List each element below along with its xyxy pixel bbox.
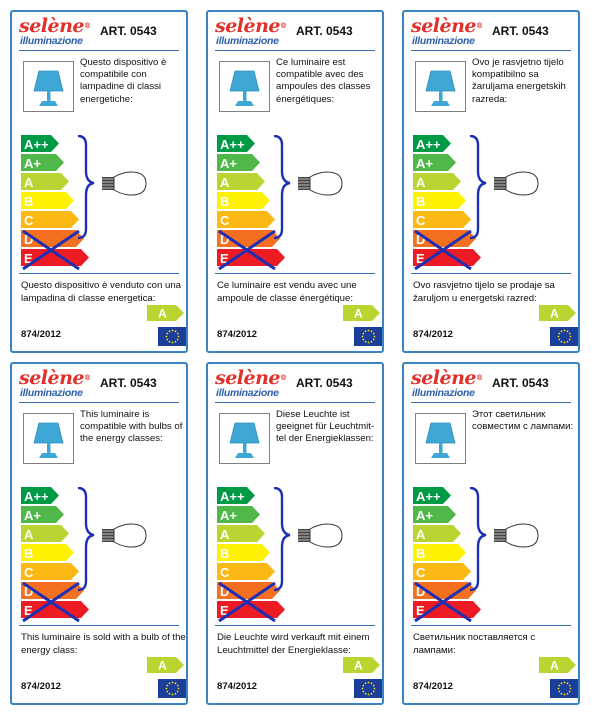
eu-star	[365, 693, 367, 695]
energy-class-bar	[413, 211, 471, 228]
eu-star	[374, 688, 376, 690]
compatibility-text: Ce luminaire est compatible avec des ampoules des classes énergétiques:	[276, 57, 371, 105]
eu-star	[362, 339, 364, 341]
brand-logo	[19, 368, 99, 402]
eu-star	[172, 694, 174, 696]
energy-class-bar	[413, 487, 451, 504]
eu-flag-icon	[354, 679, 383, 698]
compatibility-text: Questo dispositivo è compatibile con lampadine di classi energetiche:	[80, 57, 167, 105]
eu-star	[365, 341, 367, 343]
eu-star	[558, 688, 560, 690]
energy-class-label: E	[220, 251, 229, 266]
energy-class-bar	[21, 487, 59, 504]
energy-class-bar	[21, 154, 64, 171]
eu-star	[564, 694, 566, 696]
bulb-icon	[298, 172, 342, 195]
eu-star	[558, 336, 560, 338]
energy-class-label: E	[416, 603, 425, 618]
sold-with-text: Ce luminaire est vendu avec une ampoule de classe énergétique:	[217, 280, 357, 304]
eu-star	[169, 330, 171, 332]
energy-class-label: C	[416, 213, 426, 228]
brand-subtitle: illuminazione	[216, 387, 279, 399]
brand-subtitle: illuminazione	[20, 35, 83, 47]
eu-star	[166, 688, 168, 690]
header-divider	[19, 402, 179, 403]
supplied-class-label: A	[158, 306, 167, 321]
header-divider	[19, 50, 179, 51]
lamp-icon	[23, 413, 74, 464]
bracket-icon	[78, 488, 94, 590]
eu-star	[373, 685, 375, 687]
eu-star	[177, 685, 179, 687]
energy-class-label: A	[24, 527, 34, 542]
eu-star	[362, 336, 364, 338]
energy-class-bar	[413, 192, 466, 209]
bracket-icon	[274, 488, 290, 590]
lamp-icon	[23, 61, 74, 112]
brand-logo	[19, 16, 99, 50]
energy-class-label: A++	[416, 489, 441, 504]
supplied-class-badge	[539, 657, 576, 673]
energy-class-scale	[21, 487, 186, 622]
energy-class-bar	[217, 487, 255, 504]
energy-class-label: A	[220, 175, 230, 190]
energy-class-label: E	[416, 251, 425, 266]
energy-label-card-ru	[402, 362, 580, 705]
eu-star	[169, 682, 171, 684]
energy-class-bar	[413, 173, 461, 190]
eu-star	[373, 339, 375, 341]
section-divider	[19, 625, 179, 626]
energy-class-label: A+	[220, 156, 237, 171]
brand-subtitle: illuminazione	[216, 35, 279, 47]
energy-class-bar	[217, 563, 275, 580]
energy-class-label: A	[220, 527, 230, 542]
energy-class-bar	[217, 525, 265, 542]
energy-class-bar	[21, 506, 64, 523]
supplied-class-badge	[343, 305, 380, 321]
energy-class-label: D	[24, 232, 34, 247]
energy-class-label: A+	[416, 508, 433, 523]
eu-star	[373, 333, 375, 335]
eu-star	[175, 682, 177, 684]
energy-class-label: A	[416, 527, 426, 542]
sold-with-text: This luminaire is sold with a bulb of the energy class:	[21, 632, 186, 656]
brand-logo	[215, 16, 295, 50]
eu-flag-icon	[354, 327, 383, 346]
eu-star	[169, 693, 171, 695]
eu-star	[368, 330, 370, 332]
article-number: ART. 0543	[492, 24, 549, 38]
eu-star	[558, 333, 560, 335]
regulation-number: 874/2012	[21, 329, 62, 340]
energy-class-label: A++	[416, 137, 441, 152]
bracket-icon	[470, 136, 486, 238]
article-number: ART. 0543	[100, 24, 157, 38]
energy-class-label: D	[416, 584, 426, 599]
eu-star	[558, 691, 560, 693]
energy-class-bar	[217, 211, 275, 228]
bulb-icon	[494, 524, 538, 547]
supplied-class-badge	[147, 305, 184, 321]
eu-star	[368, 682, 370, 684]
energy-class-label: A++	[24, 137, 49, 152]
eu-star	[561, 341, 563, 343]
energy-class-label: D	[220, 232, 230, 247]
compatibility-text: Ovo je rasvjetno tijelo kompatibilno sa žaruljama energetskih razreda:	[472, 57, 566, 105]
eu-star	[175, 330, 177, 332]
eu-star	[569, 691, 571, 693]
energy-class-bar	[413, 135, 451, 152]
energy-class-bar	[217, 192, 270, 209]
energy-class-label: E	[24, 251, 33, 266]
eu-star	[373, 691, 375, 693]
eu-star	[564, 330, 566, 332]
eu-star	[169, 341, 171, 343]
regulation-number: 874/2012	[21, 681, 62, 692]
bulb-icon	[298, 524, 342, 547]
eu-star	[558, 685, 560, 687]
eu-star	[166, 339, 168, 341]
eu-star	[567, 693, 569, 695]
compatibility-text: Этот светильник совместим с лампами:	[472, 409, 574, 433]
brand-name: selène ®	[19, 16, 91, 36]
eu-star	[567, 330, 569, 332]
supplied-class-label: A	[158, 658, 167, 673]
energy-class-label: A	[416, 175, 426, 190]
bracket-icon	[78, 136, 94, 238]
header-divider	[411, 50, 571, 51]
eu-star	[172, 682, 174, 684]
article-number: ART. 0543	[100, 376, 157, 390]
energy-class-scale	[21, 135, 186, 270]
energy-class-label: B	[416, 194, 426, 209]
eu-star	[570, 688, 572, 690]
article-number: ART. 0543	[492, 376, 549, 390]
eu-star	[177, 339, 179, 341]
energy-class-bar	[217, 544, 270, 561]
regulation-number: 874/2012	[413, 329, 454, 340]
eu-star	[569, 339, 571, 341]
brand-name: selène ®	[215, 368, 287, 388]
regulation-number: 874/2012	[217, 681, 258, 692]
energy-class-scale	[217, 135, 382, 270]
energy-class-scale	[217, 487, 382, 622]
energy-class-bar	[21, 525, 69, 542]
energy-class-label: E	[24, 603, 33, 618]
energy-class-label: C	[220, 213, 230, 228]
energy-class-label: B	[220, 194, 230, 209]
eu-flag-icon	[158, 327, 187, 346]
eu-star	[166, 691, 168, 693]
eu-star	[166, 336, 168, 338]
energy-class-scale	[413, 135, 578, 270]
energy-class-label: B	[220, 546, 230, 561]
supplied-class-badge	[147, 657, 184, 673]
eu-star	[558, 339, 560, 341]
compatibility-text: This luminaire is compatible with bulbs of the energy classes:	[80, 409, 183, 445]
energy-class-bar	[217, 506, 260, 523]
supplied-class-label: A	[354, 658, 363, 673]
energy-class-label: A+	[220, 508, 237, 523]
eu-star	[561, 330, 563, 332]
section-divider	[215, 625, 375, 626]
eu-star	[569, 685, 571, 687]
bulb-icon	[102, 172, 146, 195]
brand-name: selène ®	[411, 368, 483, 388]
energy-class-bar	[21, 544, 74, 561]
energy-class-bar	[413, 563, 471, 580]
eu-star	[371, 341, 373, 343]
brand-name: selène ®	[19, 368, 91, 388]
bracket-icon	[274, 136, 290, 238]
eu-star	[371, 693, 373, 695]
energy-class-bar	[21, 173, 69, 190]
eu-star	[561, 682, 563, 684]
eu-flag-icon	[550, 327, 579, 346]
eu-star	[178, 336, 180, 338]
energy-class-label: D	[24, 584, 34, 599]
eu-star	[371, 330, 373, 332]
energy-class-label: C	[24, 213, 34, 228]
energy-label-card-de	[206, 362, 384, 705]
energy-class-label: A	[24, 175, 34, 190]
header-divider	[411, 402, 571, 403]
energy-class-bar	[21, 135, 59, 152]
energy-class-bar	[413, 544, 466, 561]
energy-class-label: B	[24, 194, 34, 209]
header-divider	[215, 50, 375, 51]
header-divider	[215, 402, 375, 403]
energy-class-bar	[217, 154, 260, 171]
energy-class-label: A+	[416, 156, 433, 171]
energy-class-label: A+	[24, 156, 41, 171]
sold-with-text: Die Leuchte wird verkauft mit einem Leuchtmittel der Energieklasse:	[217, 632, 370, 656]
bracket-icon	[470, 488, 486, 590]
eu-star	[172, 330, 174, 332]
energy-class-label: B	[24, 546, 34, 561]
eu-star	[371, 682, 373, 684]
brand-subtitle: illuminazione	[412, 35, 475, 47]
eu-star	[175, 693, 177, 695]
section-divider	[19, 273, 179, 274]
eu-star	[177, 691, 179, 693]
section-divider	[411, 273, 571, 274]
energy-class-bar	[413, 525, 461, 542]
energy-class-bar	[21, 211, 79, 228]
eu-star	[365, 330, 367, 332]
eu-star	[561, 693, 563, 695]
energy-class-label: C	[220, 565, 230, 580]
energy-label-card-it	[10, 10, 188, 353]
eu-star	[567, 682, 569, 684]
supplied-class-label: A	[550, 658, 559, 673]
lamp-icon	[415, 61, 466, 112]
supplied-class-badge	[343, 657, 380, 673]
eu-flag-icon	[158, 679, 187, 698]
compatibility-text: Diese Leuchte ist geeignet für Leuchtmit- tel der Energieklassen:	[276, 409, 375, 445]
eu-star	[564, 682, 566, 684]
brand-logo	[411, 16, 491, 50]
eu-star	[368, 342, 370, 344]
eu-star	[172, 342, 174, 344]
energy-class-label: A++	[24, 489, 49, 504]
eu-star	[166, 333, 168, 335]
eu-star	[570, 336, 572, 338]
eu-star	[368, 694, 370, 696]
energy-label-card-fr	[206, 10, 384, 353]
energy-class-label: A+	[24, 508, 41, 523]
energy-class-bar	[21, 192, 74, 209]
bulb-icon	[494, 172, 538, 195]
lamp-icon	[219, 61, 270, 112]
sold-with-text: Questo dispositivo è venduto con una lampadina di classe energetica:	[21, 280, 182, 304]
article-number: ART. 0543	[296, 24, 353, 38]
eu-star	[362, 691, 364, 693]
eu-star	[365, 682, 367, 684]
energy-class-bar	[413, 154, 456, 171]
eu-star	[569, 333, 571, 335]
brand-name: selène ®	[215, 16, 287, 36]
brand-subtitle: illuminazione	[412, 387, 475, 399]
eu-star	[567, 341, 569, 343]
section-divider	[215, 273, 375, 274]
supplied-class-label: A	[550, 306, 559, 321]
eu-star	[362, 333, 364, 335]
eu-star	[178, 688, 180, 690]
energy-class-label: A++	[220, 137, 245, 152]
supplied-class-badge	[539, 305, 576, 321]
eu-flag-icon	[550, 679, 579, 698]
sold-with-text: Ovo rasvjetno tijelo se prodaje sa žaruljom u energetski razred:	[413, 280, 555, 304]
energy-class-label: D	[220, 584, 230, 599]
section-divider	[411, 625, 571, 626]
regulation-number: 874/2012	[217, 329, 258, 340]
energy-class-label: B	[416, 546, 426, 561]
energy-class-bar	[217, 135, 255, 152]
eu-star	[177, 333, 179, 335]
lamp-icon	[219, 413, 270, 464]
brand-logo	[411, 368, 491, 402]
eu-star	[175, 341, 177, 343]
energy-label-card-en	[10, 362, 188, 705]
energy-class-scale	[413, 487, 578, 622]
sold-with-text: Светильник поставляется с лампами:	[413, 632, 536, 656]
brand-subtitle: illuminazione	[20, 387, 83, 399]
regulation-number: 874/2012	[413, 681, 454, 692]
energy-class-label: D	[416, 232, 426, 247]
eu-star	[564, 342, 566, 344]
brand-logo	[215, 368, 295, 402]
energy-class-label: C	[416, 565, 426, 580]
supplied-class-label: A	[354, 306, 363, 321]
eu-star	[374, 336, 376, 338]
eu-star	[362, 688, 364, 690]
bulb-icon	[102, 524, 146, 547]
eu-star	[362, 685, 364, 687]
energy-label-card-hr	[402, 10, 580, 353]
article-number: ART. 0543	[296, 376, 353, 390]
eu-star	[166, 685, 168, 687]
energy-class-label: C	[24, 565, 34, 580]
energy-class-bar	[413, 506, 456, 523]
energy-class-bar	[217, 173, 265, 190]
lamp-icon	[415, 413, 466, 464]
energy-class-bar	[21, 563, 79, 580]
energy-class-label: E	[220, 603, 229, 618]
brand-name: selène ®	[411, 16, 483, 36]
energy-class-label: A++	[220, 489, 245, 504]
